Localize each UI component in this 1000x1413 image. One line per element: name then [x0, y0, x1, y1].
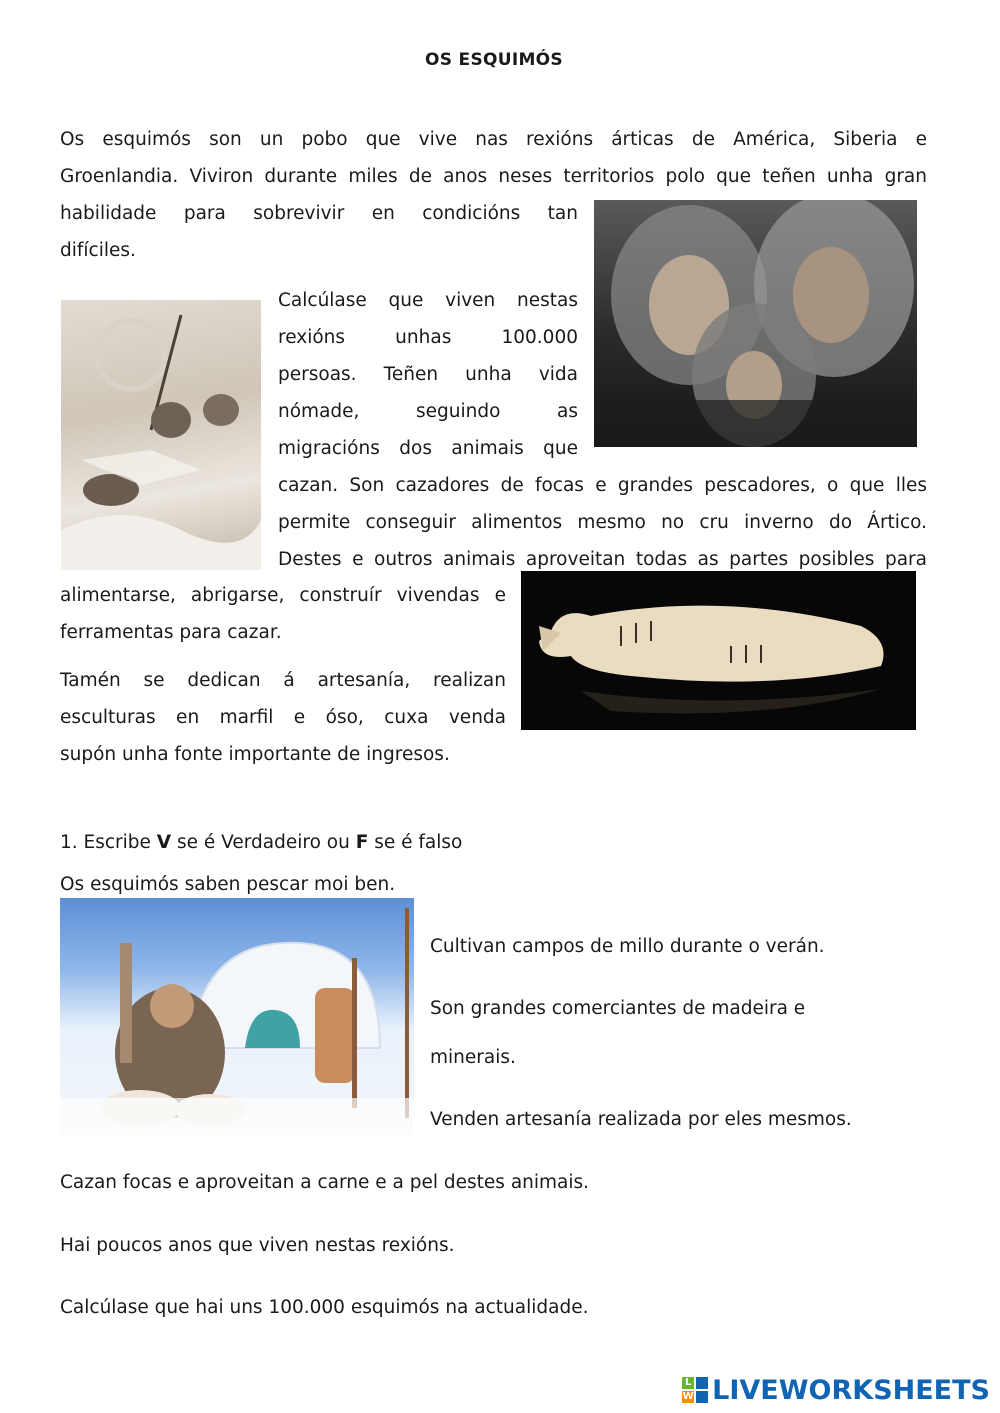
intro-paragraph	[60, 121, 927, 195]
statement-1[interactable]: Os esquimós saben pescar moi ben.	[60, 874, 396, 895]
hunting-illustration	[61, 300, 261, 570]
hunting-paragraph	[278, 467, 927, 578]
crafts-line-3: supón unha fonte importante de ingresos.	[60, 744, 450, 765]
page-title: OS ESQUIMÓS	[425, 50, 563, 70]
logo-mark-square-blue	[696, 1377, 708, 1389]
intro-line-3: habilidade para sobrevivir en condicións tan	[60, 203, 578, 224]
population-line-3: persoas. Teñen unha vida	[278, 364, 578, 385]
intro-line-1: Os esquimós son un pobo que vive nas rexións árticas de América, Siberia e	[60, 129, 927, 150]
hunting-paragraph-continued	[60, 577, 506, 651]
inuit-family-photo	[594, 200, 917, 447]
statement-2[interactable]: Cultivan campos de millo durante o verán.	[430, 936, 825, 957]
seal-hunting-drawing	[61, 300, 261, 570]
intro-paragraph-continued	[60, 195, 578, 269]
population-line-4: nómade, seguindo as	[278, 401, 578, 422]
igloo-illustration	[60, 898, 414, 1138]
instruction-prefix: 1. Escribe	[60, 832, 157, 853]
instruction-suffix: se é falso	[368, 832, 463, 853]
population-line-5: migracións dos animais que	[278, 438, 578, 459]
logo-mark-square-blue-2	[696, 1391, 708, 1403]
instruction-true-letter: V	[156, 832, 172, 853]
population-line-1: Calcúlase que viven nestas	[278, 290, 578, 311]
intro-line-4: difíciles.	[60, 240, 136, 261]
statement-3-line-2[interactable]: minerais.	[430, 1047, 516, 1068]
instruction-false-letter: F	[355, 832, 369, 853]
crafts-line-2: esculturas en marfil e óso, cuxa venda	[60, 707, 506, 728]
logo-mark-icon	[682, 1377, 708, 1403]
statement-6[interactable]: Hai poucos anos que viven nestas rexións.	[60, 1235, 455, 1256]
hunting-line-1: cazan. Son cazadores de focas e grandes pescadores, o que lles	[278, 475, 927, 496]
liveworksheets-logo[interactable]	[682, 1373, 990, 1407]
population-paragraph	[278, 282, 578, 467]
hunting-line-2: permite conseguir alimentos mesmo no cru inverno do Ártico.	[278, 512, 927, 533]
ivory-whale-carving-photo	[521, 571, 916, 730]
statement-3-line-1[interactable]: Son grandes comerciantes de madeira e	[430, 998, 806, 1019]
crafts-line-1: Tamén se dedican á artesanía, realizan	[60, 670, 506, 691]
statement-5[interactable]: Cazan focas e aproveitan a carne e a pel destes animais.	[60, 1172, 590, 1193]
intro-line-2: Groenlandia. Viviron durante miles de anos neses territorios polo que teñen unha gran	[60, 166, 927, 187]
hunting-line-4: alimentarse, abrigarse, construír vivendas e	[60, 585, 506, 606]
igloo-photo	[60, 898, 414, 1138]
hunting-line-3: Destes e outros animais aproveitan todas as partes posibles para	[278, 549, 927, 570]
logo-text: LIVEWORKSHEETS	[712, 1374, 990, 1406]
exercise-instruction	[60, 832, 462, 853]
statement-4[interactable]: Venden artesanía realizada por eles mesmos.	[430, 1109, 852, 1130]
whale-carving-illustration	[521, 571, 916, 730]
statement-7[interactable]: Calcúlase que hai uns 100.000 esquimós na actualidade.	[60, 1297, 589, 1318]
crafts-paragraph	[60, 662, 506, 773]
population-line-2: rexións unhas 100.000	[278, 327, 578, 348]
inuit-family-illustration	[594, 200, 917, 447]
hunting-line-5: ferramentas para cazar.	[60, 622, 282, 643]
logo-mark-letter-l: L	[682, 1377, 694, 1389]
instruction-middle: se é Verdadeiro ou	[171, 832, 356, 853]
logo-mark-letter-w: W	[682, 1391, 694, 1402]
